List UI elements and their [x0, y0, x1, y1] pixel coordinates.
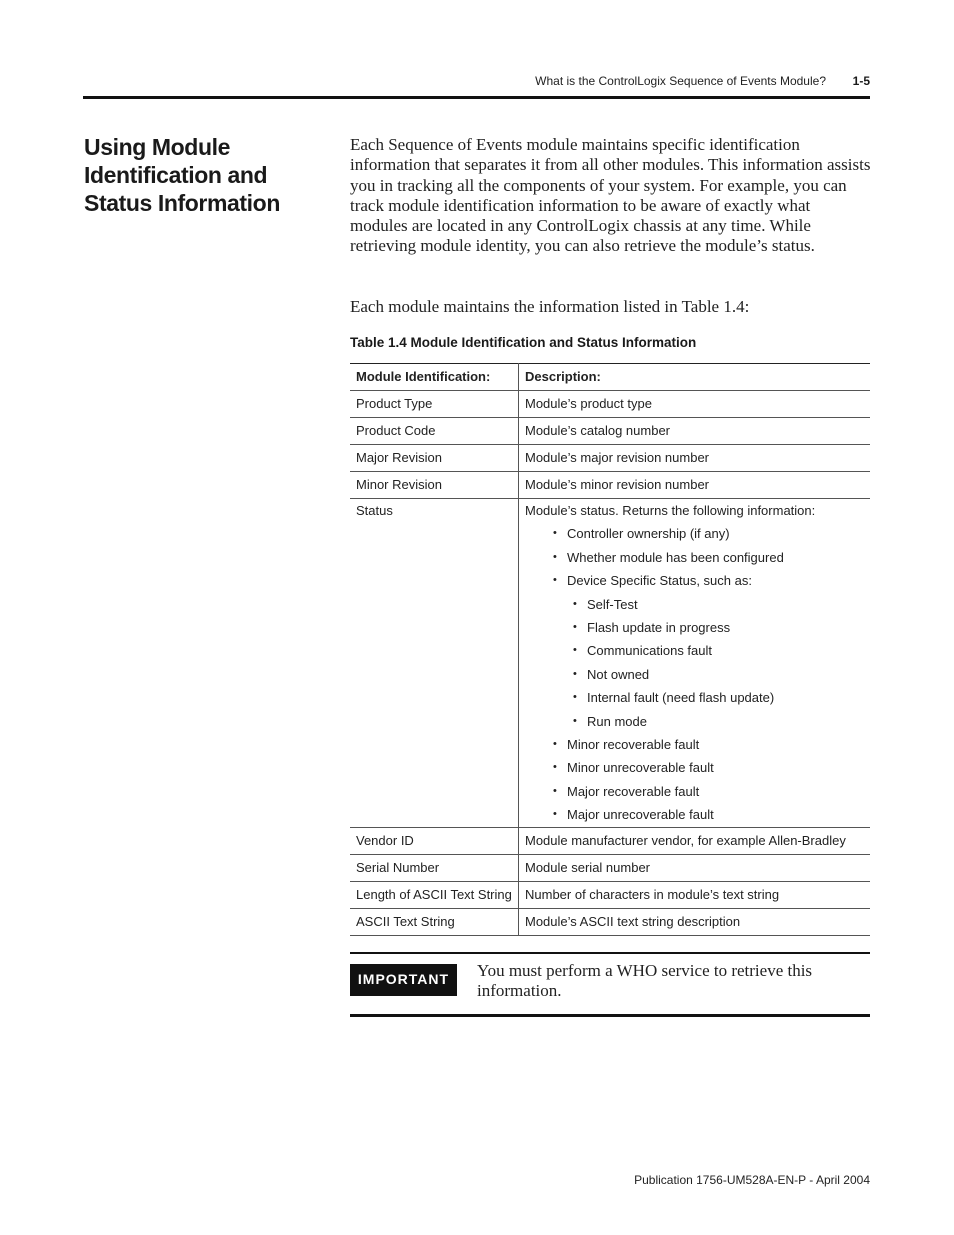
important-badge: IMPORTANT	[350, 964, 457, 996]
bullet-icon: •	[553, 784, 557, 797]
column-header-identification: Module Identification:	[350, 364, 519, 391]
table-row	[350, 854, 870, 881]
row-identification: Length of ASCII Text String	[350, 881, 519, 908]
row-identification: Status	[350, 499, 519, 828]
section-title	[84, 133, 324, 217]
bullet-icon: •	[553, 527, 557, 540]
list-item: • Major recoverable fault	[525, 780, 864, 803]
bullet-icon: •	[553, 808, 557, 821]
table-header-row	[350, 364, 870, 391]
table-row	[350, 881, 870, 908]
list-item: • Controller ownership (if any)	[525, 522, 864, 545]
row-identification: Product Code	[350, 418, 519, 445]
status-description-cell	[519, 499, 871, 828]
bullet-icon: •	[573, 644, 577, 657]
list-item: • Major unrecoverable fault	[525, 803, 864, 826]
bullet-icon: •	[573, 597, 577, 610]
table-row	[350, 908, 870, 935]
bullet-icon: •	[553, 550, 557, 563]
table-row	[350, 418, 870, 445]
row-description: Module’s catalog number	[519, 418, 871, 445]
list-item: • Whether module has been configured	[525, 546, 864, 569]
bullet-icon: •	[573, 667, 577, 680]
section-title-line: Identification and	[84, 162, 268, 188]
sublist-item: • Flash update in progress	[553, 616, 864, 639]
list-item: • Minor unrecoverable fault	[525, 756, 864, 779]
table-row	[350, 391, 870, 418]
body-paragraph-2: Each module maintains the information listed in Table 1.4:	[350, 297, 750, 316]
status-list	[525, 522, 864, 826]
sublist-item: • Run mode	[553, 710, 864, 733]
row-description: Module manufacturer vendor, for example Allen-Bradley	[519, 827, 871, 854]
header-rule	[83, 96, 870, 99]
row-identification: Serial Number	[350, 854, 519, 881]
row-description: Module’s product type	[519, 391, 871, 418]
row-description: Number of characters in module’s text string	[519, 881, 871, 908]
sublist-item: • Self-Test	[553, 593, 864, 616]
list-item: • Minor recoverable fault	[525, 733, 864, 756]
row-identification: ASCII Text String	[350, 908, 519, 935]
important-bottom-rule	[350, 1014, 870, 1017]
bullet-icon: •	[573, 621, 577, 634]
sublist-item: • Communications fault	[553, 639, 864, 662]
row-identification: Vendor ID	[350, 827, 519, 854]
important-top-rule	[350, 952, 870, 954]
table-row	[350, 445, 870, 472]
row-identification: Minor Revision	[350, 472, 519, 499]
sublist-item: • Internal fault (need flash update)	[553, 686, 864, 709]
row-identification: Major Revision	[350, 445, 519, 472]
table-caption: Table 1.4 Module Identification and Status Information	[350, 335, 697, 350]
row-identification: Product Type	[350, 391, 519, 418]
bullet-icon: •	[553, 738, 557, 751]
bullet-icon: •	[573, 714, 577, 727]
column-header-description: Description:	[519, 364, 871, 391]
row-description: Module’s major revision number	[519, 445, 871, 472]
row-description: Module’s minor revision number	[519, 472, 871, 499]
bullet-icon: •	[553, 761, 557, 774]
table-row	[350, 472, 870, 499]
list-item: • Device Specific Status, such as: • Self-Test • Flash update in progress • Communications fault • Not owned • Internal fault (need flash update) • Run mode	[525, 569, 864, 733]
device-status-sublist	[553, 593, 864, 733]
status-intro: Module’s status. Returns the following information:	[525, 503, 816, 518]
body-paragraph-1: Each Sequence of Events module maintains specific identification information that separates it from all other modules. This information assists you in tracking all the components of your system. For example, you can track module identification information to be aware of exactly what modules are located in any ControlLogix chassis at any time. While retrieving module identity, you can also retrieve the module’s status.	[350, 135, 871, 256]
module-info-table	[350, 363, 870, 936]
section-title-line: Status Information	[84, 190, 280, 216]
row-description: Module serial number	[519, 854, 871, 881]
bullet-icon: •	[573, 691, 577, 704]
important-note-text: You must perform a WHO service to retrieve this information.	[477, 961, 813, 1001]
section-title-line: Using Module	[84, 134, 230, 160]
row-description: Module’s ASCII text string description	[519, 908, 871, 935]
table-row-status	[350, 499, 870, 828]
page-number: 1-5	[852, 74, 870, 88]
bullet-icon: •	[553, 574, 557, 587]
running-header-title: What is the ControlLogix Sequence of Events Module?	[535, 74, 826, 88]
publication-footer: Publication 1756-UM528A-EN-P - April 2004	[634, 1173, 870, 1187]
sublist-item: • Not owned	[553, 663, 864, 686]
table-row	[350, 827, 870, 854]
